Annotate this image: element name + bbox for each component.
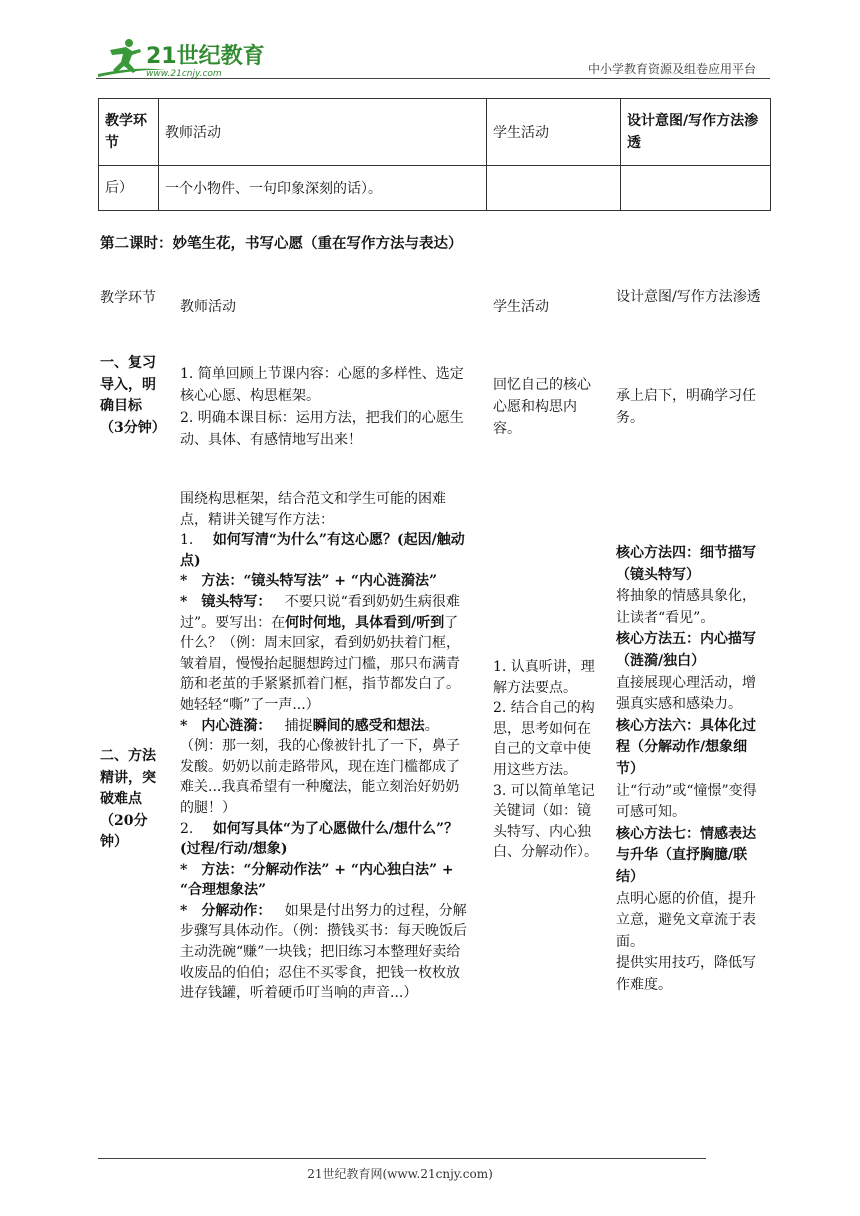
t2-r2-teacher: [180, 489, 472, 1004]
intent-method-title: 核心方法七：情感表达与升华（直抒胸臆/联结）: [616, 825, 756, 885]
t2-r1-student: 回忆自己的核心心愿和构思内容。: [493, 377, 591, 437]
header-divider: [96, 78, 770, 79]
header-stage: 教学环节: [99, 99, 159, 166]
cell-intent: [621, 166, 771, 211]
student-step: 3. 可以简单笔记关键词（如：镜头特写、内心独白、分解动作）。: [493, 782, 598, 861]
teacher-intro: 围绕构思框架，结合范文和学生可能的困难点，精讲关键写作方法：: [180, 491, 446, 528]
lesson-table-continued: [98, 98, 771, 211]
t2-r1-teacher-line: 2. 明确本课目标：运用方法，把我们的心愿生动、具体、有感情地写出来！: [180, 410, 464, 448]
s2-c: 。（例：那一刻，我的心像被针扎了一下，鼻子发酸。奶奶以前走路带风，现在连门槛都成了难关...我真希望有一种魔法，能立刻治好奶奶的腿！）: [180, 717, 460, 816]
q1-text: 如何写清“为什么”有这心愿？(起因/触动点): [180, 532, 465, 569]
logo-url-text: www.21cnjy.com: [146, 69, 222, 79]
intent-method-text: 将抽象的情感具象化，让读者“看见”。: [616, 588, 756, 626]
footer-divider: [98, 1158, 706, 1159]
cell-student: [487, 166, 621, 211]
intent-method-text: 提供实用技巧，降低写作难度。: [616, 955, 756, 993]
intent-method-title: 核心方法五：内心描写（涟漪/独白）: [616, 631, 756, 669]
intent-method-title: 核心方法四：细节描写（镜头特写）: [616, 545, 756, 583]
header-intent: 设计意图/写作方法渗透: [621, 99, 771, 166]
student-step: 1. 认真听讲，理解方法要点。: [493, 659, 595, 696]
runner-logo-icon: [96, 36, 266, 82]
t2-header-student: 学生活动: [493, 299, 549, 315]
lesson-subtitle: 第二课时：妙笔生花，书写心愿（重在写作方法与表达）: [100, 235, 463, 252]
s2-label: * 内心涟漪：: [180, 717, 272, 734]
s1-label: * 镜头特写：: [180, 593, 272, 610]
t2-r1-stage: 一、复习导入，明确目标（3分钟）: [100, 355, 166, 436]
footer-text: 21世纪教育网(www.21cnjy.com): [307, 1167, 493, 1181]
t2-header-stage: 教学环节: [100, 290, 156, 306]
s3-a: 如果是付出努力的过程，分解步骤写具体动作。（例：攒钱买书：每天晚饭后主动洗碗“赚”一块钱；把旧练习本整理好卖给收废品的伯伯；忍住不买零食，把钱一枚枚放进存钱罐，听着硬币叮当响的声音...）: [180, 902, 467, 1002]
t2-r1-intent: 承上启下，明确学习任务。: [616, 388, 756, 426]
t2-r2-intent: [616, 543, 766, 996]
m1-text: “镜头特写法” + “内心涟漪法”: [243, 573, 438, 590]
intent-method-text: 让“行动”或“憧憬”变得可感可知。: [616, 782, 757, 821]
m2-label: * 方法：: [180, 861, 244, 878]
t2-header-intent: 设计意图/写作方法渗透: [616, 289, 761, 305]
m2-text: “分解动作法” + “内心独白法” + “合理想象法”: [180, 861, 454, 899]
s3-label: * 分解动作：: [180, 902, 272, 919]
table-header-row: [99, 99, 771, 166]
s2-a: 捕捉: [284, 717, 313, 734]
logo: [96, 36, 266, 82]
t2-r2-student: [493, 657, 601, 863]
t2-header-teacher: 教师活动: [180, 299, 236, 315]
cell-teacher: 一个小物件、一句印象深刻的话）。: [159, 166, 487, 211]
intent-method-text: 点明心愿的价值，提升立意，避免文章流于表面。: [616, 890, 756, 950]
t2-r1-teacher: [180, 363, 468, 451]
intent-method-title: 核心方法六：具体化过程（分解动作/想象细节）: [616, 717, 756, 777]
s2-b: 瞬间的感受和想法: [312, 717, 425, 734]
header-teacher: 教师活动: [159, 99, 487, 166]
platform-name: 中小学教育资源及组卷应用平台: [587, 62, 756, 76]
m1-label: * 方法：: [180, 573, 244, 590]
logo-main-text: 21世纪教育: [146, 44, 265, 69]
q1-number: 1.: [180, 532, 194, 549]
q2-number: 2.: [180, 820, 194, 837]
t2-r2-stage: 二、方法精讲，突破难点（20分钟）: [100, 748, 156, 850]
s1-b: 何时何地，具体看到/听到: [285, 614, 445, 631]
q2-text: 如何写具体“为了心愿做什么/想什么”？(过程/行动/想象): [180, 820, 459, 858]
cell-stage: 后）: [99, 166, 159, 211]
student-step: 2. 结合自己的构思，思考如何在自己的文章中使用这些方法。: [493, 700, 595, 778]
s1-a: 不要只说“看到奶奶生病很难过”。要写出：在: [180, 593, 460, 631]
intent-method-text: 直接展现心理活动，增强真实感和感染力。: [616, 674, 756, 713]
t2-r1-teacher-line: 1. 简单回顾上节课内容：心愿的多样性、选定核心心愿、构思框架。: [180, 366, 464, 404]
header-student: 学生活动: [487, 99, 621, 166]
s1-c: 了什么？（例：周末回家，看到奶奶扶着门框，皱着眉，慢慢抬起腿想跨过门槛，那只布满青筋和老茧的手紧紧抓着门框，指节都发白了。她轻轻“嘶”了一声...）: [180, 614, 460, 713]
table-row: [99, 166, 771, 211]
